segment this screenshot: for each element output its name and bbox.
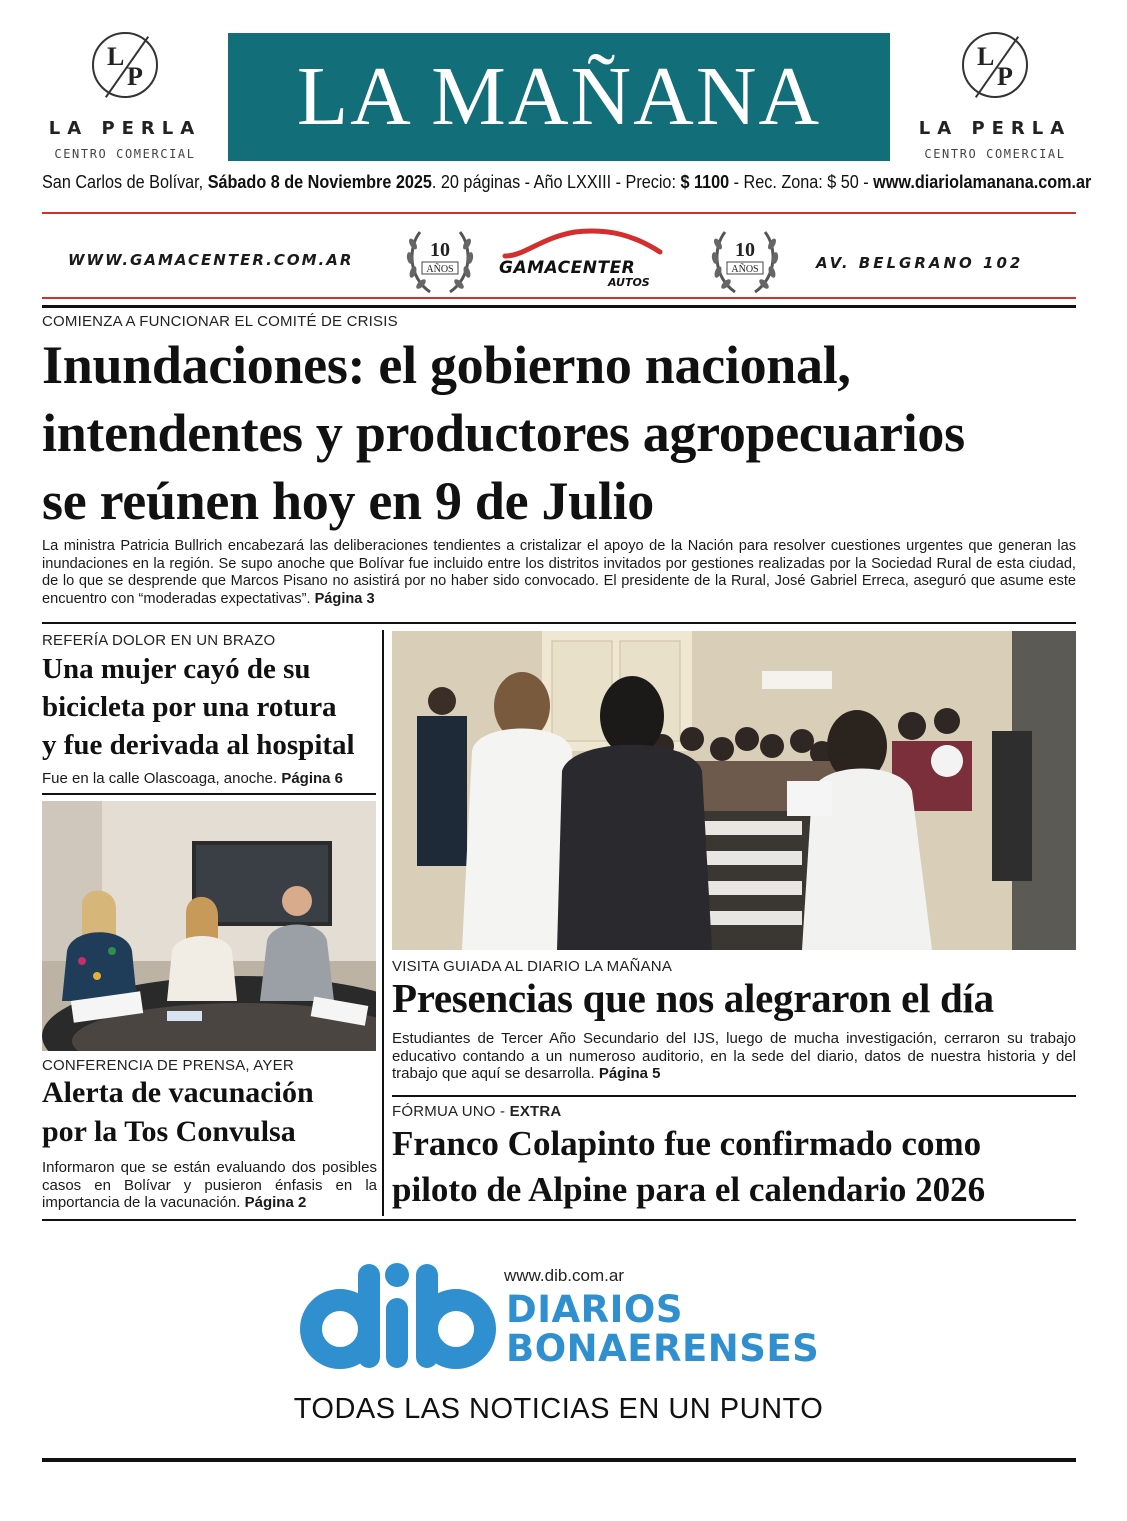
f1-kicker-extra: EXTRA [509, 1103, 562, 1120]
dateline-rec: - Rec. Zona: $ 50 - [729, 172, 874, 192]
visit-headline[interactable]: Presencias que nos alegraron el día [392, 975, 994, 1021]
bike-page-ref[interactable]: Página 6 [281, 770, 344, 787]
f1-kicker [392, 1103, 561, 1120]
press-conference-illustration [42, 801, 376, 1051]
f1-headline[interactable] [392, 1121, 1082, 1213]
ad-website[interactable]: WWW.GAMACENTER.COM.AR [68, 251, 354, 269]
f1-kicker-text: FÓRMUA UNO - [392, 1103, 510, 1120]
la-perla-logo-right [900, 30, 1090, 170]
dib-wordmark [506, 1290, 819, 1368]
newspaper-title: LA MAÑANA [296, 50, 822, 143]
la-perla-monogram-icon: L P [962, 32, 1028, 98]
bike-headline-line: y fue derivada al hospital [42, 729, 355, 761]
vaccine-headline[interactable] [42, 1073, 382, 1151]
lead-body [42, 538, 1076, 608]
la-perla-sub: CENTRO COMERCIAL [924, 147, 1066, 161]
anniversary-number: 10 [735, 239, 755, 261]
vaccine-headline-line: Alerta de vacunación [42, 1076, 314, 1109]
bike-body [42, 770, 382, 788]
bike-kicker: REFERÍA DOLOR EN UN BRAZO [42, 632, 276, 649]
lead-headline-line: se reúnen hoy en 9 de Julio [42, 471, 654, 531]
dib-url[interactable]: www.dib.com.ar [504, 1266, 624, 1285]
lead-kicker: COMIENZA A FUNCIONAR EL COMITÉ DE CRISIS [42, 313, 398, 330]
left-rule [42, 793, 376, 795]
bike-body-text: Fue en la calle Olascoaga, anoche. [42, 770, 282, 787]
vaccine-kicker: CONFERENCIA DE PRENSA, AYER [42, 1057, 294, 1074]
vaccine-body-text: Informaron que se están evaluando dos posibles casos en Bolívar y pusieron énfasis en la importancia de la vacunación. [42, 1159, 377, 1211]
bike-headline-line: Una mujer cayó de su [42, 653, 311, 685]
anniversary-word: AÑOS [426, 264, 454, 275]
visit-kicker: VISITA GUIADA AL DIARIO LA MAÑANA [392, 958, 673, 975]
dib-logo-icon [298, 1257, 498, 1377]
ad-address: AV. BELGRANO 102 [816, 254, 1024, 272]
vaccine-headline-line: por la Tos Convulsa [42, 1115, 296, 1148]
footer-rule [42, 1458, 1076, 1462]
anniversary-number: 10 [430, 239, 450, 261]
dateline [42, 172, 1092, 193]
red-rule-bottom [42, 297, 1076, 299]
vaccine-page-ref[interactable]: Página 2 [244, 1194, 307, 1211]
dateline-date: Sábado 8 de Noviembre 2025 [207, 172, 432, 192]
la-perla-name: LA PERLA [918, 118, 1072, 139]
dib-word2: BONAERENSES [506, 1327, 820, 1370]
section-rule [42, 622, 1076, 624]
lead-headline[interactable] [42, 331, 1087, 535]
dateline-price: $ 1100 [680, 172, 730, 192]
la-perla-logo-left [30, 30, 220, 170]
f1-headline-line: Franco Colapinto fue confirmado como [392, 1124, 982, 1163]
right-rule [392, 1095, 1076, 1097]
dateline-city: San Carlos de Bolívar, [42, 172, 204, 192]
dib-word1: DIARIOS [506, 1288, 683, 1331]
lead-body-text: La ministra Patricia Bullrich encabezará las deliberaciones tendientes a cristalizar el apoyo de la Nación para resolver cuestiones urgentes que generan las inundaciones en la región. Se supo anoche que Bolívar fue incluido entre los distritos invitados por gestiones realizadas por la Sociedad Rural de esta ciudad, de lo que se desprende que Marcos Pisano no asistirá por no haber sido convocado. El presidente de la Rural, José Gabriel Erreca, aseguró que asume este encuentro con “moderadas expectativas”. [42, 538, 1076, 607]
bike-headline[interactable] [42, 650, 382, 764]
masthead [228, 33, 890, 161]
red-rule-top [42, 212, 1076, 214]
gamacenter-name: GAMACENTER [499, 258, 636, 278]
press-conference-photo [42, 801, 376, 1051]
column-divider [382, 630, 384, 1216]
visit-page-ref[interactable]: Página 5 [598, 1065, 661, 1082]
laurel-wreath-icon [400, 222, 480, 302]
la-perla-name: LA PERLA [48, 118, 202, 139]
bike-headline-line: bicicleta por una rotura [42, 691, 337, 723]
f1-headline-line: piloto de Alpine para el calendario 2026 [392, 1170, 986, 1209]
gamacenter-logo [495, 226, 675, 290]
la-perla-sub: CENTRO COMERCIAL [54, 147, 196, 161]
newsroom-visit-illustration [392, 631, 1076, 950]
anniversary-word: AÑOS [731, 264, 759, 275]
visit-body-text: Estudiantes de Tercer Año Secundario del IJS, luego de mucha investigación, cerraron su trabajo educativo contando a un numeroso auditorio, en la sede del diario, datos de nuestra historia y del trabajo que aquí se desarrolla. [392, 1030, 1076, 1082]
lead-headline-line: intendentes y productores agropecuarios [42, 403, 965, 463]
la-perla-monogram-icon: L P [92, 32, 158, 98]
lead-headline-line: Inundaciones: el gobierno nacional, [42, 335, 851, 395]
lead-page-ref[interactable]: Página 3 [314, 590, 375, 607]
laurel-wreath-icon [705, 222, 785, 302]
dateline-details: . 20 páginas - Año LXXIII - Precio: [431, 172, 681, 192]
visit-body [392, 1030, 1076, 1083]
dateline-site[interactable]: www.diariolamanana.com.ar [873, 172, 1092, 192]
section-rule-bottom [42, 1219, 1076, 1221]
black-rule [42, 305, 1076, 308]
newsroom-visit-photo [392, 631, 1076, 950]
vaccine-body [42, 1159, 377, 1212]
dib-tagline: TODAS LAS NOTICIAS EN UN PUNTO [293, 1393, 824, 1425]
gamacenter-sub: AUTOS [608, 276, 650, 289]
